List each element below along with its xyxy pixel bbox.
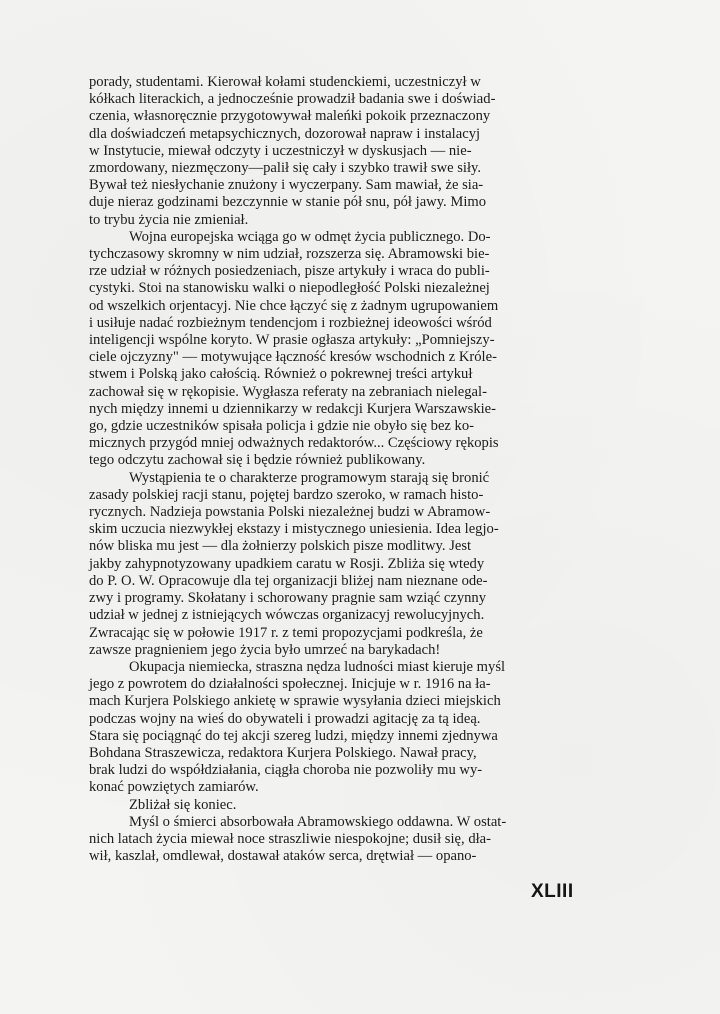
text-line: zachował się w rękopisie. Wygłasza referaty na zebraniach nielegal- xyxy=(89,383,487,400)
text-line: nych między innemi u dziennikarzy w redakcji Kurjera Warszawskie- xyxy=(89,400,497,417)
paragraph-2 xyxy=(89,229,583,470)
text-line: wił, kaszlał, omdlewał, dostawał ataków serca, drętwiał — opano- xyxy=(89,848,477,865)
text-line: cystyki. Stoi na stanowisku walki o niepodległość Polski niezależnej xyxy=(89,280,490,297)
text-line: kółkach literackich, a jednocześnie prowadził badania swe i doświad- xyxy=(89,91,496,108)
text-line: mach Kurjera Polskiego ankietę w sprawie wysyłania dzieci miejskich xyxy=(89,693,501,710)
text-line: nich latach życia miewał noce straszliwie niespokojne; dusił się, dła- xyxy=(89,830,492,847)
text-line: Wojna europejska wciąga go w odmęt życia publicznego. Do- xyxy=(129,228,491,245)
text-line: zmordowany, niezmęczony—palił się cały i szybko trawił swe siły. xyxy=(89,160,482,177)
text-line: tego odczytu zachował się i będzie również publikowany. xyxy=(89,452,426,469)
text-line: czenia, własnoręcznie przygotowywał maleńki pokoik przeznaczony xyxy=(89,108,491,125)
text-line: Zbliżał się koniec. xyxy=(129,796,237,813)
text-line: zwy i programy. Skołatany i schorowany pragnie sam wziąć czynny xyxy=(89,590,487,607)
text-line: Bohdana Straszewicza, redaktora Kurjera Polskiego. Nawał pracy, xyxy=(89,744,477,761)
text-line: skim uczucia niezwykłej ekstazy i mistycznego uniesienia. Idea legjo- xyxy=(89,521,499,538)
text-line: to trybu życia nie zmieniał. xyxy=(89,211,249,228)
paragraph-6 xyxy=(89,814,583,866)
text-line: od wszelkich orjentacyj. Nie chce łączyć się z żadnym ugrupowaniem xyxy=(89,297,499,314)
text-line: stwem i Polską jako całością. Również o pokrewnej treści artykuł xyxy=(89,366,473,383)
text-line: nów bliska mu jest — dla żołnierzy polskich pisze modlitwy. Jest xyxy=(89,538,472,555)
page-number: XLIII xyxy=(531,881,574,902)
text-line: Stara się pociągnąć do tej akcji szereg ludzi, między innemi zjednywa xyxy=(89,727,498,744)
text-line: Wystąpienia te o charakterze programowym starają się bronić xyxy=(129,469,490,486)
text-line: jego z powrotem do działalności społecznej. Inicjuje w r. 1916 na ła- xyxy=(89,676,491,693)
text-line: porady, studentami. Kierował kołami studenckiemi, uczestniczył w xyxy=(89,74,481,90)
paragraph-4 xyxy=(89,659,583,797)
text-line: w Instytucie, miewał odczyty i uczestniczył w dyskusjach — nie- xyxy=(89,142,472,159)
text-line: rycznych. Nadzieja powstania Polski niezależnej budzi w Abramow- xyxy=(89,504,491,521)
text-line: Okupacja niemiecka, straszna nędza ludności miast kieruje myśl xyxy=(129,658,506,675)
text-line: go, gdzie uczestników spisała policja i gdzie nie obyło się bez ko- xyxy=(89,418,475,435)
text-line: i usiłuje nadać rozbieżnym tendencjom i rozbieżnej ideowości wśród xyxy=(89,314,492,331)
text-line: udział w jednej z istniejących wówczas organizacyj rewolucyjnych. xyxy=(89,607,485,624)
text-line: zawsze pragnieniem jego życia było umrzeć na barykadach! xyxy=(89,641,441,658)
text-line: rze udział w różnych posiedzeniach, pisze artykuły i wraca do publi- xyxy=(89,263,490,280)
text-line: do P. O. W. Opracowuje dla tej organizacji bliżej nam nieznane ode- xyxy=(89,572,488,589)
text-line: jakby zahypnotyzowany upadkiem caratu w Rosji. Zbliża się wtedy xyxy=(89,555,485,572)
text-line: konać powziętych zamiarów. xyxy=(89,779,259,796)
text-line: duje nieraz godzinami bezczynnie w stanie pół snu, pół jawy. Mimo xyxy=(89,194,487,211)
text-line: Myśl o śmierci absorbowała Abramowskiego oddawna. W ostat- xyxy=(129,813,507,830)
text-line: brak ludzi do współdziałania, ciągła choroba nie pozwoliły mu wy- xyxy=(89,762,483,779)
text-line: zasady polskiej racji stanu, pojętej bardzo szeroko, w ramach histo- xyxy=(89,486,484,503)
text-line: inteligencji wspólne koryto. W prasie ogłasza artykuły: „Pomniejszy- xyxy=(89,332,495,349)
text-line: Bywał też niesłychanie znużony i wyczerpany. Sam mawiał, że sia- xyxy=(89,177,484,194)
paragraph-3 xyxy=(89,470,583,659)
text-line: ciele ojczyzny" — motywujące łączność kresów wschodnich z Króle- xyxy=(89,349,497,366)
text-line: dla doświadczeń metapsychicznych, dozorował napraw i instalacyj xyxy=(89,125,481,142)
paragraph-5 xyxy=(89,797,583,814)
paragraph-1 xyxy=(89,74,583,229)
text-line: micznych przygód mniej odważnych redaktorów... Częściowy rękopis xyxy=(89,435,499,452)
text-line: podczas wojny na wieś do obywateli i prowadzi agitację za tą ideą. xyxy=(89,710,481,727)
text-line: Zwracając się w połowie 1917 r. z temi propozycjami podkreśla, że xyxy=(89,624,483,641)
text-line: tychczasowy skromny w nim udział, rozszerza się. Abramowski bie- xyxy=(89,246,490,263)
body-text xyxy=(89,74,583,865)
